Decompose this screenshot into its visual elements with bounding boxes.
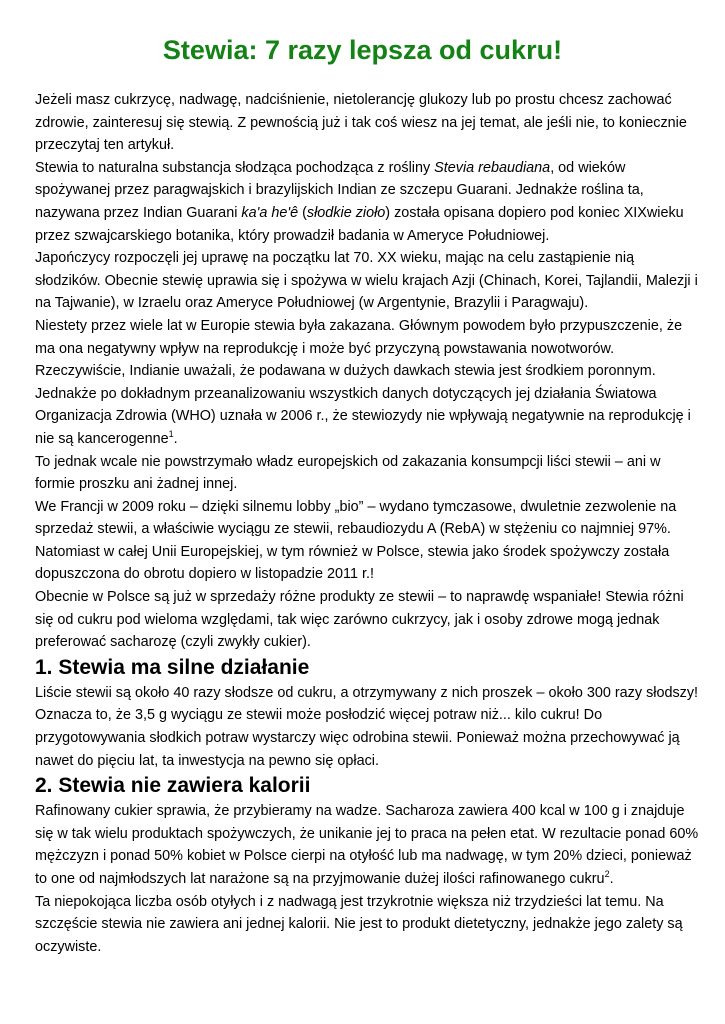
text-span: ( [298,204,307,221]
text-span: Stewia to naturalna substancja słodząca pochodząca z rośliny [35,159,435,176]
intro-paragraph-6: We Francji w 2009 roku – dzięki silnemu lobby „bio” – wydano tymczasowe, dwuletnie zezwolenie na sprzedaż stewii, a właściwie wyciągu ze stewii, rebaudiozydu A (RebA) w stężeniu co najmniej 97%. Natomiast w całej Unii Europejskiej, w tym również w Polsce, stewia jako środek spożywczy została dopuszczona do obrotu dopiero w listopadzie 2011 r.! [35,498,677,583]
intro-paragraph-4 [35,315,700,451]
latin-name: Stevia rebaudiana [434,159,551,176]
section-1-paragraph-1: Liście stewii są około 40 razy słodsze od cukru, a otrzymywany z nich proszek – około 300 razy słodszy! Oznacza to, że 3,5 g wyciągu ze stewii może posłodzić więcej potraw niż... kilo cukru! Do przygotowywania słodkich potraw wystarczy więc odrobina stewii. Ponieważ można przechowywać ją nawet do pięciu lat, ta inwestycja na pewno się opłaci. [35,684,699,769]
article-body [35,89,700,958]
text-span: , od wieków spożywanej przez paragwajskich i brazylijskich Indian ze szczepu Guarani. Jednakże roślina ta, nazywana przez Indian Guarani [35,159,644,221]
section-2-heading: 2. Stewia nie zawiera kalorii [35,774,311,798]
page-title: Stewia: 7 razy lepsza od cukru! [162,35,563,65]
intro-paragraph-5: To jednak wcale nie powstrzymało władz europejskich od zakazania konsumpcji liści stewii – ani w formie proszku ani żadnej innej. [35,453,661,493]
intro-paragraph-1: Jeżeli masz cukrzycę, nadwagę, nadciśnienie, nietolerancję glukozy lub po prostu chcesz zachować zdrowie, zainteresuj się stewią. Z pewnością już i tak coś wiesz na jej temat, ale jeśli nie, to koniecznie przeczytaj ten artykuł. [35,92,687,154]
text-span: Rafinowany cukier sprawia, że przybieramy na wadze. Sacharoza zawiera 400 kcal w 100 g i znajduje się w tak wielu produktach spożywczych, że unikanie jej to praca na pełen etat. W rezultacie ponad 60% mężczyzn i ponad 50% kobiet w Polsce cierpi na otyłość lub ma nadwagę, w tym 20% dzieci, ponieważ to one od najmłodszych lat narażone są na przyjmowanie dużej ilości rafinowanego cukru [35,803,699,887]
translation-italic: słodkie zioło [306,204,386,221]
text-span: . [609,871,614,887]
intro-paragraph-7: Obecnie w Polsce są już w sprzedaży różne produkty ze stewii – to naprawdę wspaniałe! Stewia różni się od cukru pod wieloma względami, tak więc zarówno cukrzycy, jak i osoby zdrowe mogą jednak preferować sacharozę (czyli zwykły cukier). [35,589,684,651]
footnote-ref-2: 2 [604,869,610,880]
intro-paragraph-3: Japończycy rozpoczęli jej uprawę na początku lat 70. XX wieku, mając na celu zastąpienie nią słodzików. Obecnie stewię uprawia się i spożywa w wielu krajach Azji (Chinach, Korei, Tajlandii, Malezji i na Tajwanie), w Izraelu oraz Ameryce Południowej (w Argentynie, Brazylii i Paragwaju). [35,250,698,312]
text-span: ) została opisana dopiero pod koniec XIXwieku przez szwajcarskiego botanika, który prowadził badania w Ameryce Południowej. [35,204,684,244]
section-1-heading: 1. Stewia ma silne działanie [35,655,310,679]
guarani-name: ka'a he'ê [241,204,299,221]
section-2-paragraph-2: Ta niepokojąca liczba osób otyłych i z nadwagą jest trzykrotnie większa niż trzydzieści lat temu. Na szczęście stewia nie zawiera ani jednej kalorii. Nie jest to produkt dietetyczny, jednakże jego zalety są oczywiste. [35,893,683,955]
text-span: Niestety przez wiele lat w Europie stewia była zakazana. Głównym powodem było przypuszczenie, że ma ona negatywny wpływ na reprodukcję i może być przyczyną powstawania nowotworów. Rzeczywiście, Indianie uważali, że podawana w dużych dawkach stewia jest środkiem poronnym. Jednakże po dokładnym przeanalizowaniu wszystkich danych dotyczących jej działania Światowa Organizacja Zdrowia (WHO) uznała w 2006 r., że stewiozydy nie wpływają negatywnie na reprodukcję i nie są kancerogenne [35,317,691,447]
section-2-paragraph-1 [35,800,700,890]
intro-paragraph-2 [35,157,700,247]
footnote-ref-1: 1 [168,429,174,440]
text-span: . [173,430,178,447]
